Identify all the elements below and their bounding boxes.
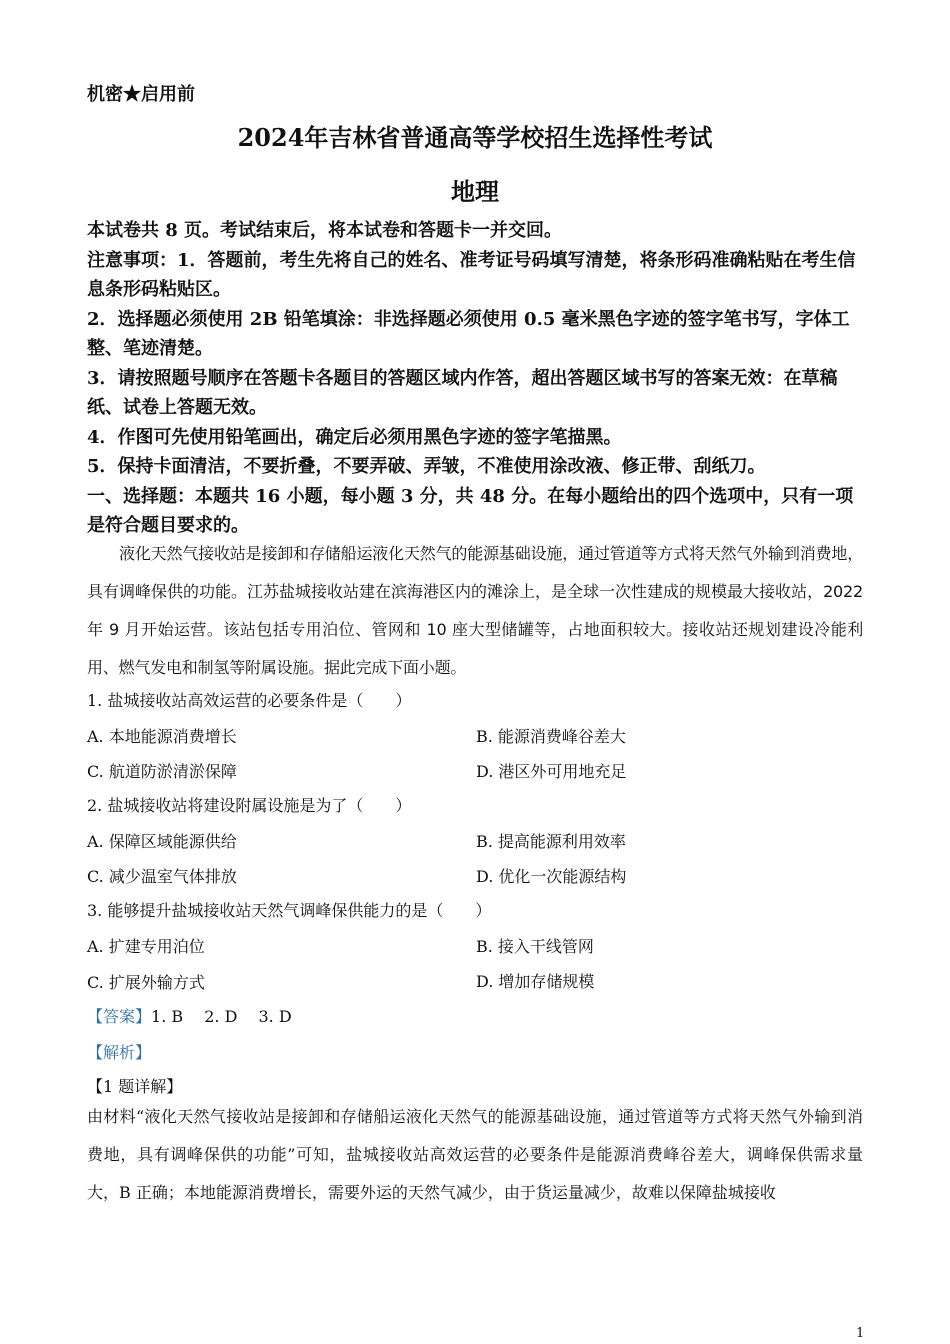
exam-notice: [87, 216, 863, 541]
explanation-text: 由材料“液化天然气接收站是接卸和存储船运液化天然气的能源基础设施，通过管道等方式将天然气外输到消费地，具有调峰保供的功能”可知，盐城接收站高效运营的必要条件是能源消费峰谷差大，调峰保供需求量大，B 正确；本地能源消费增长，需要外运的天然气减少，由于货运量减少，故难以保障盐城接收: [87, 1107, 863, 1202]
notice-line: 注意事项：1．答题前，考生先将自己的姓名、准考证号码填写清楚，将条形码准确粘贴在考生信息条形码粘贴区。: [87, 249, 856, 300]
answer-text: 1. B 2. D 3. D: [151, 1007, 292, 1026]
confidential-mark: 机密★启用前: [87, 84, 195, 105]
notice-line: 3．请按照题号顺序在答题卡各题目的答题区域内作答，超出答题区域书写的答案无效：在草稿纸、试卷上答题无效。: [87, 367, 838, 418]
answer-line: [87, 1004, 292, 1027]
question-2-option-c: C. 减少温室气体排放: [87, 867, 237, 886]
explanation: [87, 1098, 863, 1212]
question-3-option-c: C. 扩展外输方式: [87, 973, 205, 992]
notice-line: 5．保持卡面清洁，不要折叠，不要弄破、弄皱，不准使用涂改液、修正带、刮纸刀。: [87, 456, 766, 477]
question-1-option-b: B. 能源消费峰谷差大: [476, 727, 626, 746]
material-text: 液化天然气接收站是接卸和存储船运液化天然气的能源基础设施，通过管道等方式将天然气外输到消费地，具有调峰保供的功能。江苏盐城接收站建在滨海港区内的滩涂上，是全球一次性建成的规模最大接收站，2022 年 9 月开始运营。该站包括专用泊位、管网和 10 座大型储罐等，占地面积较大。接收站还规划建设冷能利用、燃气发电和制氢等附属设施。据此完成下面小题。: [87, 544, 863, 677]
detail-heading: 【1 题详解】: [87, 1077, 183, 1096]
question-1-option-c: C. 航道防淤清淤保障: [87, 762, 237, 781]
question-2-option-b: B. 提高能源利用效率: [476, 832, 626, 851]
question-2-stem: 2. 盐城接收站将建设附属设施是为了（ ）: [87, 796, 412, 815]
notice-line: 本试卷共 8 页。考试结束后，将本试卷和答题卡一并交回。: [87, 220, 563, 241]
question-1-option-d: D. 港区外可用地充足: [476, 762, 627, 781]
subject-title: 地理: [451, 177, 499, 206]
page-number: 1: [856, 1326, 865, 1341]
section-heading: 一、选择题：本题共 16 小题，每小题 3 分，共 48 分。在每小题给出的四个选项中，只有一项是符合题目要求的。: [87, 485, 854, 536]
notice-line: 2．选择题必须使用 2B 铅笔填涂：非选择题必须使用 0.5 毫米黑色字迹的签字笔书写，字体工整、笔迹清楚。: [87, 308, 850, 359]
reading-material: [87, 535, 863, 687]
question-1-option-a: A. 本地能源消费增长: [87, 727, 237, 746]
question-2-option-d: D. 优化一次能源结构: [476, 867, 627, 886]
question-2-option-a: A. 保障区域能源供给: [87, 832, 237, 851]
exam-title: 2024年吉林省普通高等学校招生选择性考试: [237, 123, 713, 152]
question-3-stem: 3. 能够提升盐城接收站天然气调峰保供能力的是（ ）: [87, 901, 492, 920]
question-3-option-b: B. 接入干线管网: [476, 937, 594, 956]
question-3-option-d: D. 增加存储规模: [476, 972, 595, 991]
analysis-tag: 【解析】: [87, 1043, 152, 1062]
answer-tag: 【答案】: [87, 1007, 152, 1026]
question-1-stem: 1. 盐城接收站高效运营的必要条件是（ ）: [87, 691, 412, 710]
notice-line: 4．作图可先使用铅笔画出，确定后必须用黑色字迹的签字笔描黑。: [87, 426, 622, 448]
question-3-option-a: A. 扩建专用泊位: [87, 937, 205, 956]
